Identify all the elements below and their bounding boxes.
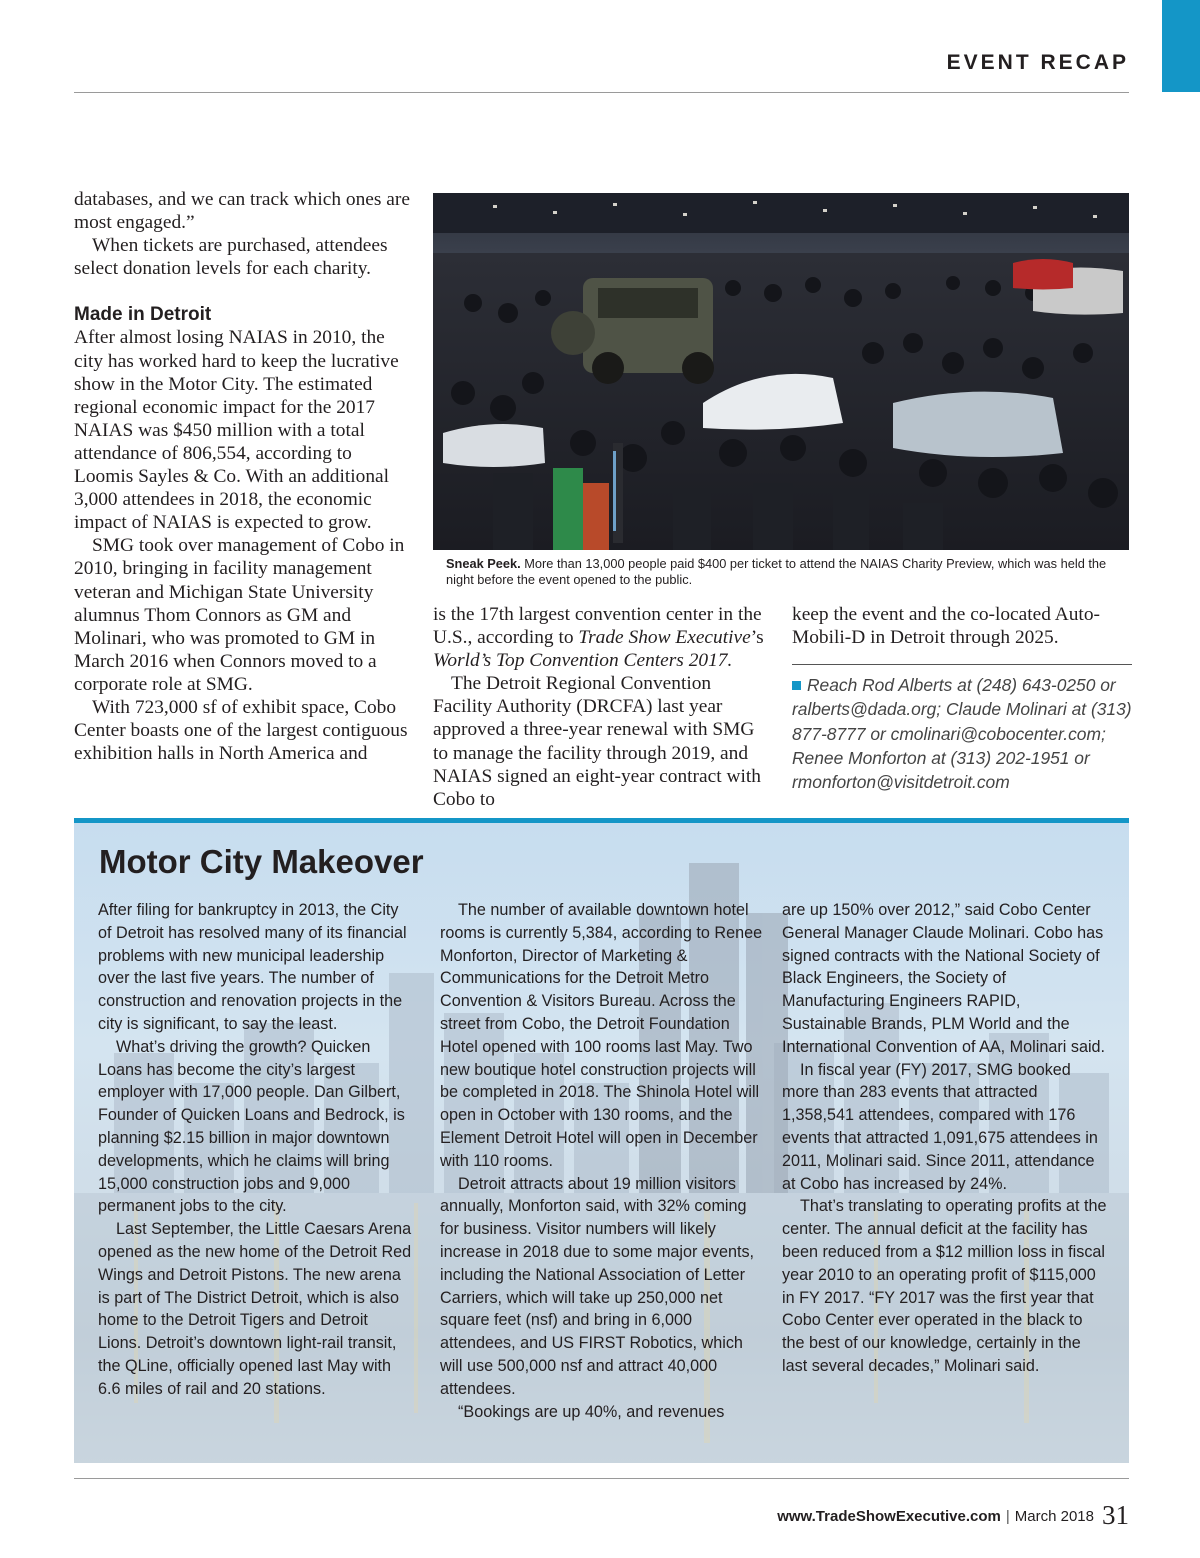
article-text: ’s bbox=[750, 627, 764, 649]
footer-separator: | bbox=[1005, 1508, 1010, 1525]
contact-text: Reach Rod Alberts at (248) 643-0250 or ralberts@dada.org; Claude Molinari at (313) 877-8777 or cmolinari@cobocenter.com; Renee Monforton at (313) 202-1951 or rmonforton@visitdetroit.com bbox=[792, 675, 1132, 792]
article-column-1 bbox=[74, 188, 414, 765]
photo-caption bbox=[446, 556, 1136, 588]
article-column-3 bbox=[792, 603, 1132, 794]
sidebar-paragraph: That’s translating to operating profits at the center. The annual deficit at the facility has been reduced from a $12 million loss in fiscal year 2010 to an operating profit of $115,000 in FY 2017. “FY 2017 was the first year that Cobo Center ever operated in the black to the best of our knowledge, certainly in the last several decades,” Molinari said. bbox=[782, 1197, 1107, 1375]
event-photo bbox=[433, 193, 1129, 550]
sidebar-paragraph: After filing for bankruptcy in 2013, the City of Detroit has resolved many of its financial problems with new municipal leadership over the last five years. The number of construction and renovation projects in the city is significant, to say the least. bbox=[98, 901, 407, 1033]
contact-info bbox=[792, 673, 1132, 794]
sidebar-paragraph: The number of available downtown hotel rooms is currently 5,384, according to Renee Monforton, Director of Marketing & Communications for the Detroit Metro Convention & Visitors Bureau. Across the street from Cobo, the Detroit Foundation Hotel opened with 100 rooms last May. Two new boutique hotel construction projects will be completed in 2018. The Shinola Hotel will open in October with 130 rooms, and the Element Detroit Hotel will open in December with 110 rooms. bbox=[440, 901, 763, 1170]
sidebar-column-3 bbox=[782, 899, 1107, 1378]
section-color-tab bbox=[1162, 0, 1200, 92]
footer-rule bbox=[74, 1478, 1129, 1479]
article-text: is the 17th largest convention center in the U.S., according to bbox=[433, 604, 762, 649]
article-paragraph: databases, and we can track which ones are most engaged.” bbox=[74, 189, 410, 234]
subheading-made-in-detroit: Made in Detroit bbox=[74, 304, 212, 326]
footer-date: March 2018 bbox=[1014, 1508, 1094, 1525]
sidebar-paragraph: “Bookings are up 40%, and revenues bbox=[458, 1402, 725, 1421]
bullet-square-icon bbox=[792, 681, 801, 690]
publication-title: World’s Top Convention Centers 2017. bbox=[433, 650, 733, 672]
sidebar-paragraph: Detroit attracts about 19 million visitors annually, Monforton said, with 32% coming for business. Visitor numbers will likely increase in 2018 due to some major events, including the National Association of Letter Carriers, which will take up 250,000 net square feet (nsf) and bring in 6,000 attendees, and US FIRST Robotics, which will use 500,000 nsf and attract 40,000 attendees. bbox=[440, 1174, 755, 1398]
caption-text: More than 13,000 people paid $400 per ticket to attend the NAIAS Charity Preview, which was held the night before the event opened to the public. bbox=[446, 556, 1107, 588]
caption-lead: Sneak Peek. bbox=[446, 556, 521, 571]
article-paragraph: After almost losing NAIAS in 2010, the city has worked hard to keep the lucrative show in the Motor City. The estimated regional economic impact for the 2017 NAIAS was $450 million with a total attendance of 806,554, according to Loomis Sayles & Co. With an additional 3,000 attendees in 2018, the economic impact of NAIAS is expected to grow. bbox=[74, 327, 399, 534]
page-number: 31 bbox=[1102, 1500, 1129, 1530]
article-paragraph: keep the event and the co-located Auto-Mobili-D in Detroit through 2025. bbox=[792, 604, 1100, 649]
sidebar-paragraph: What’s driving the growth? Quicken Loans has become the city’s largest employer with 17,000 people. Dan Gilbert, Founder of Quicken Loans and Bedrock, is planning $2.15 billion in major downtown developments, which he claims will bring 15,000 construction jobs and 9,000 permanent jobs to the city. bbox=[98, 1037, 405, 1216]
contact-divider bbox=[792, 664, 1132, 665]
article-paragraph: When tickets are purchased, attendees select donation levels for each charity. bbox=[74, 235, 388, 280]
article-paragraph bbox=[433, 603, 773, 672]
page-footer bbox=[777, 1500, 1129, 1531]
article-paragraph: With 723,000 sf of exhibit space, Cobo Center boasts one of the largest contiguous exhibition halls in North America and bbox=[74, 696, 408, 765]
sidebar-column-2 bbox=[440, 899, 765, 1423]
sidebar-title: Motor City Makeover bbox=[99, 843, 424, 880]
article-column-2 bbox=[433, 603, 773, 811]
publication-name: Trade Show Executive bbox=[578, 627, 751, 649]
sidebar-paragraph: are up 150% over 2012,” said Cobo Center General Manager Claude Molinari. Cobo has signed contracts with the National Society of Black Engineers, the Society of Manufacturing Engineers RAPID, Sustainable Brands, PLM World and the International Convention of AA, Molinari said. bbox=[782, 901, 1106, 1056]
article-paragraph: The Detroit Regional Convention Facility Authority (DRCFA) last year approved a three-year renewal with SMG to manage the facility through 2019, and NAIAS signed an eight-year contract with Cobo to bbox=[433, 673, 761, 810]
footer-website-link[interactable]: www.TradeShowExecutive.com bbox=[777, 1508, 1001, 1525]
crowd-photo-illustration bbox=[433, 193, 1129, 550]
header-rule bbox=[74, 92, 1129, 93]
article-paragraph: SMG took over management of Cobo in 2010, bringing in facility management veteran and Michigan State University alumnus Thom Connors as GM and Molinari, who was promoted to GM in March 2016 when Connors moved to a corporate role at SMG. bbox=[74, 535, 405, 695]
sidebar-column-1 bbox=[98, 899, 413, 1401]
sidebar-paragraph: Last September, the Little Caesars Arena opened as the new home of the Detroit Red Wings and Detroit Pistons. The new arena is part of The District Detroit, which is also home to the Detroit Tigers and Detroit Lions. Detroit’s downtown light-rail transit, the QLine, officially opened last May with 6.6 miles of rail and 20 stations. bbox=[98, 1220, 412, 1398]
sidebar-box bbox=[74, 818, 1129, 1463]
section-label: EVENT RECAP bbox=[946, 51, 1129, 74]
sidebar-paragraph: In fiscal year (FY) 2017, SMG booked more than 283 events that attracted 1,358,541 attendees, compared with 176 events that attracted 1,091,675 attendees in 2011, Molinari said. Since 2011, attendance at Cobo has increased by 24%. bbox=[782, 1060, 1098, 1193]
